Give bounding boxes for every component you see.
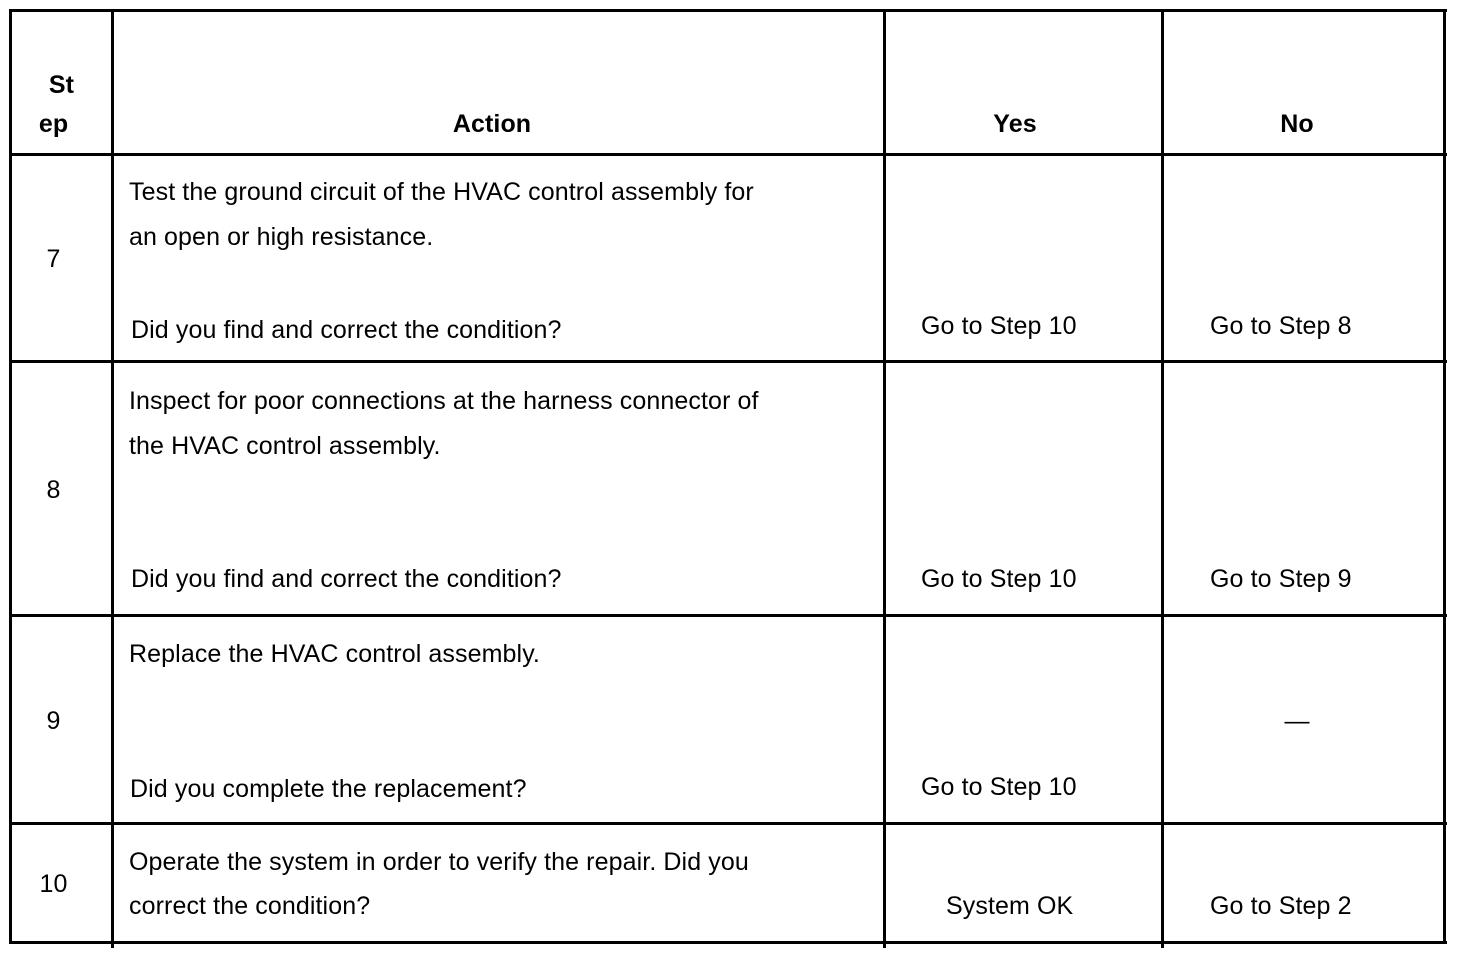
step-number: 9 — [46, 707, 61, 735]
header-bottom-border — [9, 153, 1447, 156]
step-number: 7 — [46, 245, 61, 273]
action-text-line: Operate the system in order to verify the repair. Did you — [129, 848, 749, 876]
table-top-border — [9, 9, 1447, 12]
yes-result: Go to Step 10 — [921, 312, 1077, 340]
action-question: Did you complete the replacement? — [130, 775, 527, 803]
action-text-line: the HVAC control assembly. — [129, 432, 441, 460]
no-result: Go to Step 2 — [1210, 892, 1352, 920]
action-text-line: Test the ground circuit of the HVAC control assembly for — [129, 178, 754, 206]
table-right-border — [1443, 9, 1446, 944]
yes-result: Go to Step 10 — [921, 773, 1077, 801]
action-question: Did you find and correct the condition? — [131, 565, 562, 593]
action-text-line: an open or high resistance. — [129, 223, 434, 251]
row-7-bottom-border — [9, 360, 1447, 363]
action-text-line: Replace the HVAC control assembly. — [129, 640, 540, 668]
yes-result: System OK — [946, 892, 1074, 920]
row-9-bottom-border — [9, 822, 1447, 825]
header-no: No — [1280, 110, 1314, 138]
yes-result: Go to Step 10 — [921, 565, 1077, 593]
action-question: Did you find and correct the condition? — [131, 316, 562, 344]
action-text-line: Inspect for poor connections at the harness connector of — [129, 387, 759, 415]
no-result: Go to Step 9 — [1210, 565, 1352, 593]
no-result-dash: — — [1284, 707, 1310, 735]
header-yes: Yes — [993, 110, 1037, 138]
no-result: Go to Step 8 — [1210, 312, 1352, 340]
row-8-bottom-border — [9, 614, 1447, 617]
header-action: Action — [452, 110, 532, 138]
action-column-divider — [883, 9, 886, 948]
step-column-divider — [111, 9, 114, 948]
action-text-line: correct the condition? — [129, 892, 371, 920]
step-number: 8 — [46, 476, 61, 504]
header-step-line2: ep — [38, 110, 69, 138]
yes-column-divider — [1161, 9, 1164, 948]
header-step-line1: St — [48, 71, 75, 99]
step-number: 10 — [39, 870, 68, 898]
table-bottom-border — [9, 941, 1447, 944]
